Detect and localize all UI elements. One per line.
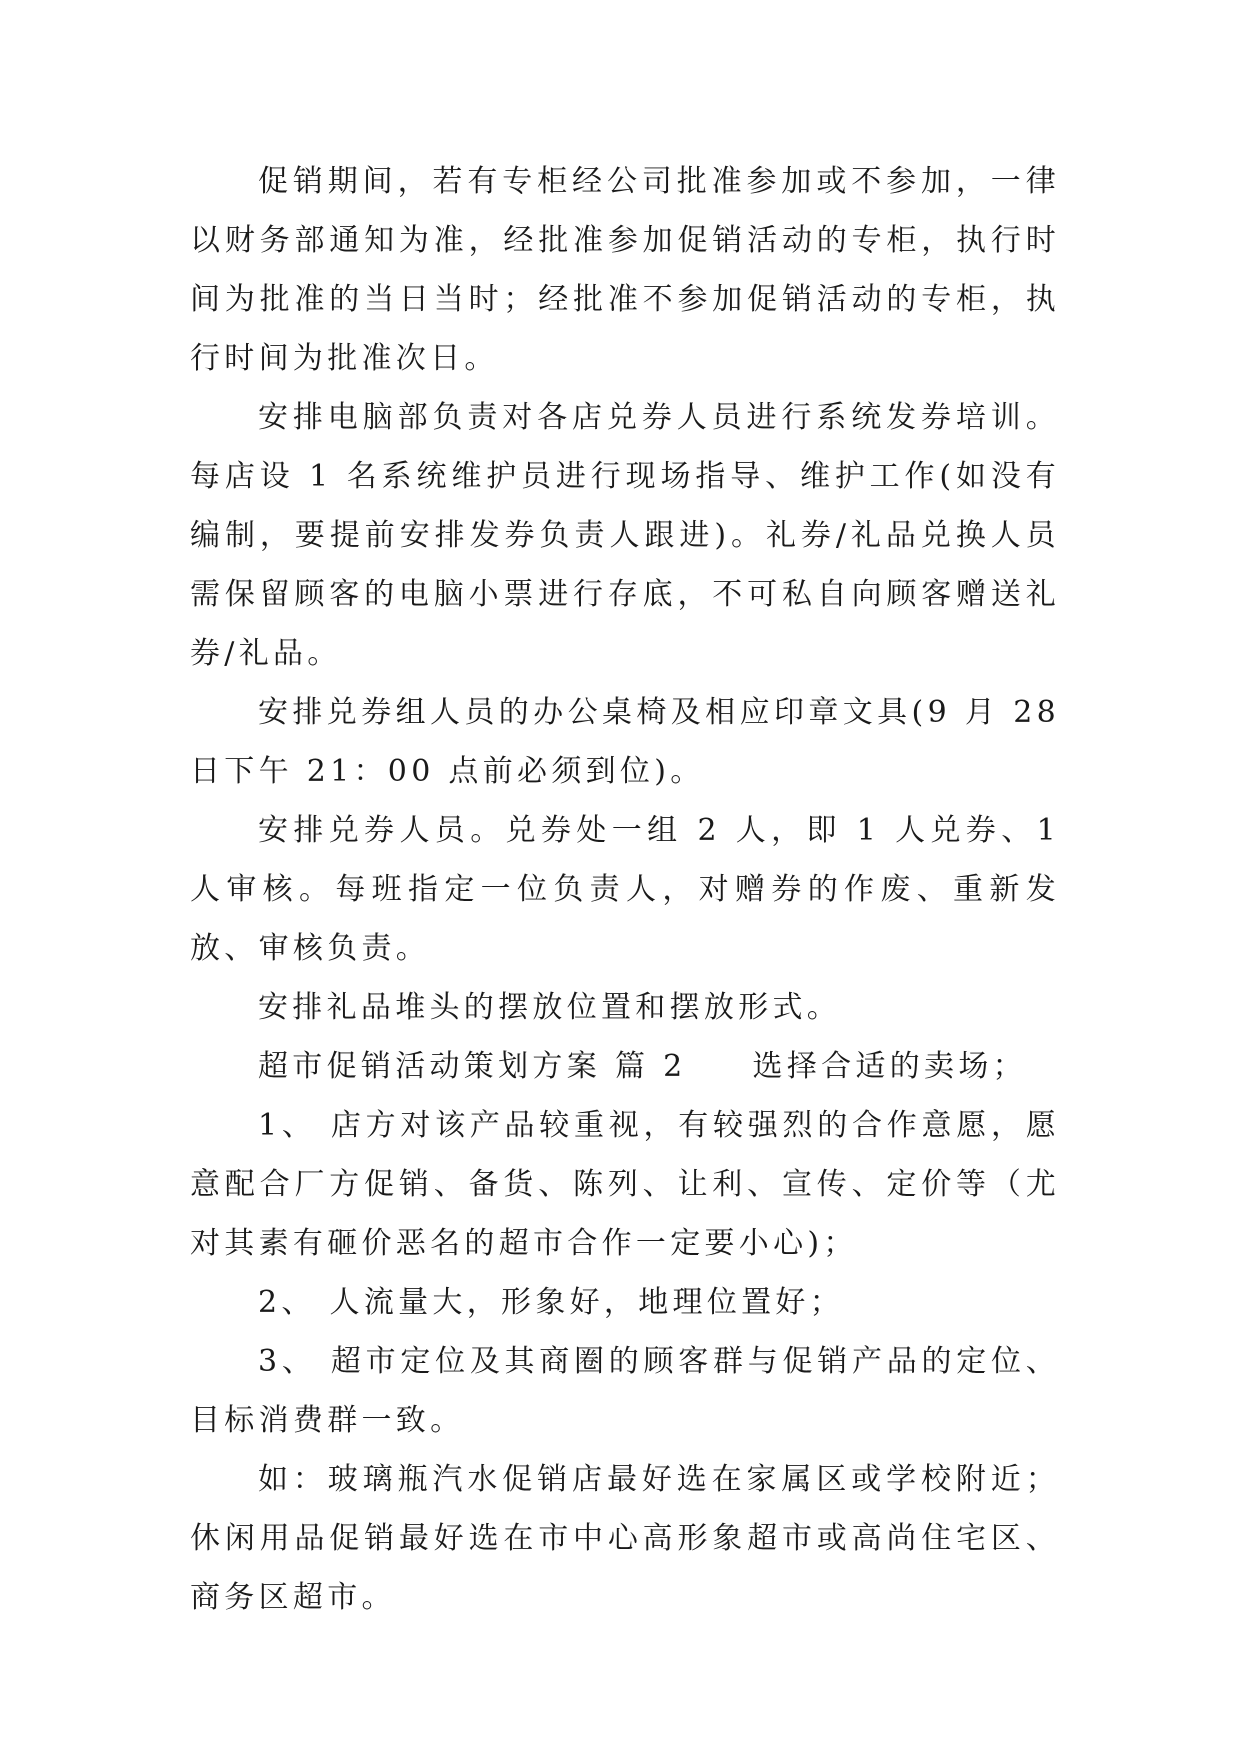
section-heading-intro: 选择合适的卖场； bbox=[752, 1049, 1027, 1084]
list-item-3: 3、 超市定位及其商圈的顾客群与促销产品的定位、目标消费群一致。 bbox=[190, 1344, 1060, 1438]
paragraph-redeem-staff: 安排兑券人员。兑券处一组 2 人，即 1 人兑券、1 人审核。每班指定一位负责人，对赠券的作废、重新发放、审核负责。 bbox=[190, 813, 1060, 966]
paragraph-gift-display: 安排礼品堆头的摆放位置和摆放形式。 bbox=[258, 990, 842, 1025]
list-item-2: 2、 人流量大，形象好，地理位置好； bbox=[258, 1285, 845, 1320]
paragraph-example: 如：玻璃瓶汽水促销店最好选在家属区或学校附近；休闲用品促销最好选在市中心高形象超市或高尚住宅区、商务区超市。 bbox=[190, 1462, 1060, 1615]
document-body bbox=[190, 152, 1060, 1627]
section-heading bbox=[190, 1037, 1060, 1096]
paragraph-office-furniture: 安排兑券组人员的办公桌椅及相应印章文具(9 月 28 日下午 21：00 点前必须到位)。 bbox=[190, 695, 1060, 789]
list-item-1: 1、 店方对该产品较重视，有较强烈的合作意愿，愿意配合厂方促销、备货、陈列、让利、宣传、定价等（尤对其素有砸价恶名的超市合作一定要小心)； bbox=[190, 1108, 1060, 1261]
paragraph-promotion-period: 促销期间，若有专柜经公司批准参加或不参加，一律以财务部通知为准，经批准参加促销活动的专柜，执行时间为批准的当日当时；经批准不参加促销活动的专柜，执行时间为批准次日。 bbox=[190, 164, 1060, 376]
section-heading-title: 超市促销活动策划方案 bbox=[258, 1049, 601, 1084]
section-heading-number: 篇 2 bbox=[615, 1049, 687, 1084]
paragraph-computer-training: 安排电脑部负责对各店兑券人员进行系统发券培训。每店设 1 名系统维护员进行现场指导、维护工作(如没有编制，要提前安排发券负责人跟进)。礼券/礼品兑换人员需保留顾客的电脑小票进行存底，不可私自向顾客赠送礼券/礼品。 bbox=[190, 400, 1060, 671]
